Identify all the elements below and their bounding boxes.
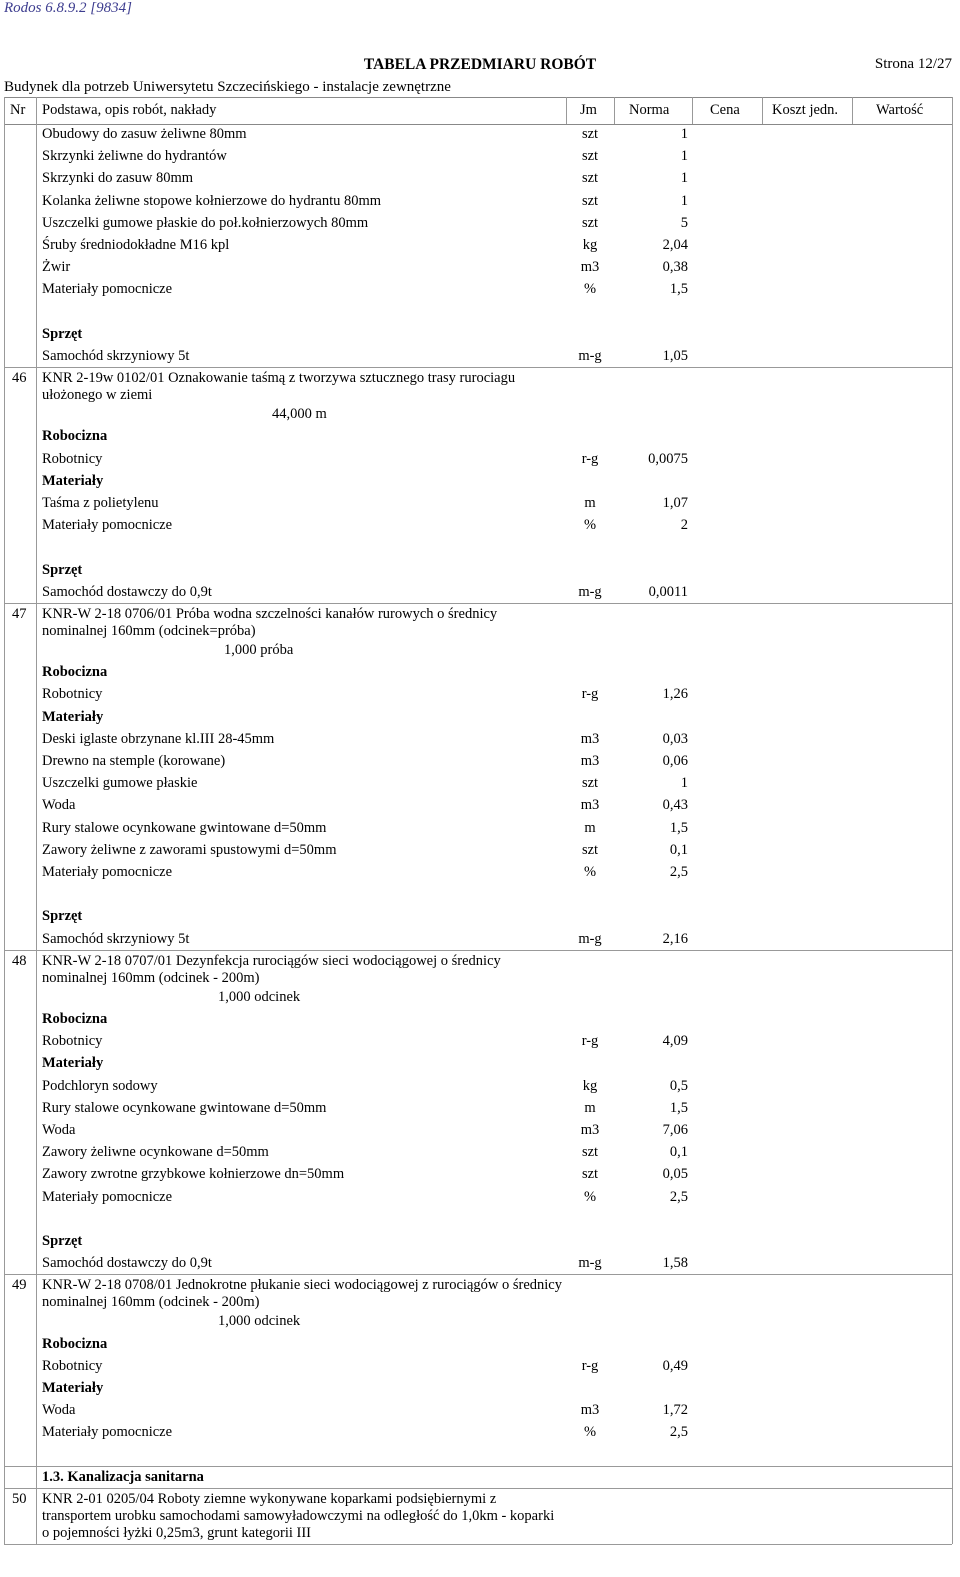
resource-unit: kg — [582, 237, 598, 253]
resource-unit: kg — [582, 1077, 598, 1094]
resource-unit: m-g — [578, 930, 602, 947]
resource-norm: 2,5 — [669, 1188, 688, 1205]
resource-section-heading — [0, 1333, 960, 1355]
resource-name: Zawory zwrotne grzybkowe kołnierzowe dn=50mm — [42, 1166, 345, 1183]
resource-section-heading — [0, 425, 960, 447]
col-price-header: Cena — [710, 102, 740, 118]
resource-unit: % — [583, 517, 597, 534]
chapter-title: 1.3. Kanalizacja sanitarna — [42, 1468, 204, 1485]
resource-norm: 1,05 — [662, 348, 688, 364]
resource-unit: szt — [581, 1166, 599, 1183]
section-title: Sprzęt — [42, 325, 83, 342]
resource-section-heading — [0, 559, 960, 581]
quantity-row — [0, 639, 960, 661]
resource-unit: szt — [581, 126, 599, 142]
resource-row — [0, 278, 960, 300]
resource-norm: 0,03 — [662, 730, 688, 747]
resource-norm: 2,5 — [669, 864, 688, 880]
resource-row — [0, 772, 960, 794]
resource-name: Materiały pomocnicze — [42, 281, 173, 298]
table-header — [4, 97, 952, 125]
grid-line — [692, 97, 693, 124]
resource-name: Uszczelki gumowe płaskie do poł.kołnierzowych 80mm — [42, 214, 369, 231]
grid-line — [762, 97, 763, 124]
resource-unit: szt — [581, 1144, 599, 1161]
position-number: 48 — [12, 952, 27, 969]
resource-name: Woda — [42, 1402, 76, 1419]
resource-name: Kolanka żeliwne stopowe kołnierzowe do hydrantu 80mm — [42, 192, 382, 209]
position-description: KNR-W 2-18 0707/01 Dezynfekcja rurociągów sieci wodociągowej o średnicy nominalnej 160mm (odcinek - 200m) — [42, 952, 501, 986]
spacer-row — [0, 1208, 960, 1230]
resource-row — [0, 581, 960, 603]
resource-norm: 7,06 — [662, 1122, 688, 1138]
resource-name: Woda — [42, 797, 76, 814]
position-number: 49 — [12, 1277, 27, 1294]
resource-name: Robotnicy — [42, 686, 103, 703]
grid-line — [614, 97, 615, 124]
resource-unit: m-g — [578, 1255, 602, 1272]
quantity-row — [0, 403, 960, 425]
resource-norm: 1 — [680, 148, 688, 165]
resource-section-heading — [0, 1377, 960, 1399]
resource-row — [0, 256, 960, 278]
resource-name: Rury stalowe ocynkowane gwintowane d=50mm — [42, 819, 327, 836]
section-title: Sprzęt — [42, 908, 83, 925]
resource-norm: 1 — [680, 192, 688, 209]
resource-name: Materiały pomocnicze — [42, 864, 173, 880]
spacer-row — [0, 1444, 960, 1466]
resource-name: Samochód skrzyniowy 5t — [42, 930, 190, 947]
resource-name: Samochód dostawczy do 0,9t — [42, 1255, 212, 1272]
resource-unit: m3 — [580, 259, 600, 276]
spacer-row — [0, 883, 960, 905]
resource-row — [0, 928, 960, 950]
resource-name: Uszczelki gumowe płaskie — [42, 775, 198, 792]
resource-row — [0, 145, 960, 167]
resource-unit: r-g — [581, 686, 599, 703]
resource-norm: 0,49 — [662, 1357, 688, 1374]
resource-row — [0, 728, 960, 750]
resource-row — [0, 345, 960, 367]
resource-unit: m-g — [578, 583, 602, 600]
resource-section-heading — [0, 905, 960, 927]
resource-unit: szt — [581, 214, 599, 231]
col-norm-header: Norma — [629, 102, 670, 118]
resource-norm: 0,0075 — [648, 450, 688, 467]
resource-unit: szt — [581, 841, 599, 858]
resource-row — [0, 1141, 960, 1163]
resource-norm: 1,5 — [669, 281, 688, 298]
resource-name: Robotnicy — [42, 1033, 103, 1050]
resource-name: Deski iglaste obrzynane kl.III 28-45mm — [42, 730, 275, 747]
resource-row — [0, 234, 960, 256]
resource-unit: m3 — [580, 753, 600, 769]
resource-norm: 0,5 — [669, 1077, 688, 1094]
resource-norm: 1 — [680, 126, 688, 142]
position-number: 50 — [12, 1491, 27, 1507]
position-row — [0, 1488, 960, 1544]
resource-name: Robotnicy — [42, 1357, 103, 1374]
section-title: Materiały — [42, 1380, 104, 1396]
resource-unit: r-g — [581, 450, 599, 467]
resource-name: Zawory żeliwne z zaworami spustowymi d=50mm — [42, 841, 337, 858]
resource-unit: szt — [581, 148, 599, 165]
resource-unit: m — [584, 819, 596, 836]
grid-line — [566, 97, 567, 124]
resource-norm: 0,1 — [669, 1144, 688, 1161]
resource-norm: 0,1 — [669, 841, 688, 858]
resource-section-heading — [0, 1052, 960, 1074]
position-description: KNR-W 2-18 0706/01 Próba wodna szczelności kanałów rurowych o średnicy nominalnej 160mm (odcinek=próba) — [42, 606, 498, 639]
resource-row — [0, 1399, 960, 1421]
resource-unit: m3 — [580, 797, 600, 814]
resource-unit: m — [584, 1099, 596, 1116]
resource-name: Samochód skrzyniowy 5t — [42, 348, 190, 364]
resource-unit: r-g — [581, 1033, 599, 1050]
resource-name: Rury stalowe ocynkowane gwintowane d=50mm — [42, 1099, 327, 1116]
resource-unit: % — [583, 1424, 597, 1441]
resource-row — [0, 212, 960, 234]
resource-row — [0, 817, 960, 839]
resource-norm: 2,16 — [662, 930, 688, 947]
resource-row — [0, 861, 960, 883]
resource-norm: 0,0011 — [648, 583, 688, 600]
resource-row — [0, 190, 960, 212]
col-basis-header: Podstawa, opis robót, nakłady — [42, 102, 217, 118]
position-row — [0, 950, 960, 986]
position-row — [0, 1274, 960, 1310]
resource-norm: 1,58 — [662, 1255, 688, 1272]
position-row — [0, 367, 960, 403]
resource-name: Skrzynki żeliwne do hydrantów — [42, 148, 227, 165]
quantity-row — [0, 986, 960, 1008]
resource-section-heading — [0, 1230, 960, 1252]
resource-section-heading — [0, 706, 960, 728]
quantity-value: 44,000 m — [272, 406, 327, 423]
app-title: Rodos 6.8.9.2 [9834] — [4, 0, 132, 16]
resource-section-heading — [0, 323, 960, 345]
resource-norm: 1,5 — [669, 819, 688, 836]
section-title: Sprzęt — [42, 1233, 83, 1249]
resource-section-heading — [0, 470, 960, 492]
resource-name: Samochód dostawczy do 0,9t — [42, 583, 212, 600]
resource-name: Śruby średniodokładne M16 kpl — [42, 237, 230, 253]
resource-row — [0, 1030, 960, 1052]
quantity-value: 1,000 próba — [224, 642, 294, 658]
resource-section-heading — [0, 1008, 960, 1030]
resource-row — [0, 683, 960, 705]
resource-norm: 2,5 — [669, 1424, 688, 1441]
resource-unit: m — [584, 495, 596, 511]
col-nr-header: Nr — [10, 102, 26, 118]
section-title: Robocizna — [42, 428, 108, 445]
section-title: Robocizna — [42, 664, 108, 681]
resource-norm: 0,38 — [662, 259, 688, 276]
resource-name: Zawory żeliwne ocynkowane d=50mm — [42, 1144, 269, 1161]
resource-row — [0, 514, 960, 536]
resource-norm: 1 — [680, 775, 688, 792]
resource-norm: 1,07 — [662, 495, 688, 511]
resource-unit: szt — [581, 192, 599, 209]
quantity-value: 1,000 odcinek — [218, 988, 301, 1005]
col-unit-header: Jm — [580, 102, 597, 118]
resource-row — [0, 1421, 960, 1443]
project-subtitle: Budynek dla potrzeb Uniwersytetu Szczecińskiego - instalacje zewnętrzne — [4, 79, 451, 95]
resource-row — [0, 167, 960, 189]
resource-name: Skrzynki do zasuw 80mm — [42, 170, 194, 187]
section-title: Sprzęt — [42, 561, 83, 578]
chapter-heading — [0, 1466, 960, 1488]
resource-name: Obudowy do zasuw żeliwne 80mm — [42, 126, 247, 142]
resource-norm: 4,09 — [662, 1033, 688, 1050]
section-title: Robocizna — [42, 1011, 108, 1027]
position-description: KNR-W 2-18 0708/01 Jednokrotne płukanie sieci wodociągowej z rurociągów o średnicy nominalnej 160mm (odcinek - 200m) — [42, 1277, 562, 1311]
resource-unit: szt — [581, 775, 599, 792]
resource-row — [0, 1252, 960, 1274]
resource-row — [0, 750, 960, 772]
resource-row — [0, 1355, 960, 1377]
section-title: Materiały — [42, 708, 104, 725]
page-number: Strona 12/27 — [874, 56, 952, 72]
position-number: 46 — [12, 370, 27, 387]
resource-unit: m3 — [580, 1402, 600, 1419]
position-number: 47 — [12, 606, 27, 622]
resource-unit: m3 — [580, 730, 600, 747]
section-title: Materiały — [42, 1055, 104, 1072]
document-title: TABELA PRZEDMIARU ROBÓT — [363, 56, 597, 73]
spacer-row — [0, 301, 960, 323]
resource-row — [0, 1186, 960, 1208]
position-description: KNR 2-19w 0102/01 Oznakowanie taśmą z tworzywa sztucznego trasy rurociagu ułożonego w ziemi — [42, 370, 516, 404]
resource-norm: 2,04 — [662, 237, 688, 253]
resource-name: Żwir — [42, 259, 71, 276]
resource-name: Podchloryn sodowy — [42, 1077, 158, 1094]
resource-unit: szt — [581, 170, 599, 187]
quantity-value: 1,000 odcinek — [218, 1313, 301, 1330]
section-title: Materiały — [42, 472, 104, 489]
resource-norm: 2 — [680, 517, 688, 534]
resource-unit: m3 — [580, 1122, 600, 1138]
grid-line — [4, 1544, 952, 1545]
resource-norm: 1,72 — [662, 1402, 688, 1419]
resource-unit: % — [583, 1188, 597, 1205]
resource-row — [0, 794, 960, 816]
resource-row — [0, 1097, 960, 1119]
resource-unit: % — [583, 864, 597, 880]
resource-norm: 0,06 — [662, 753, 688, 769]
spacer-row — [0, 536, 960, 558]
resource-norm: 0,43 — [662, 797, 688, 814]
col-value-header: Wartość — [876, 102, 924, 118]
position-description: KNR 2-01 0205/04 Roboty ziemne wykonywane koparkami podsiębiernymi z transportem urobku samochodami samowyładowczymi na odległość do 1,0km - koparki o pojemności łyżki 0,25m3, grunt kategorii III — [42, 1491, 555, 1541]
resource-name: Materiały pomocnicze — [42, 1424, 173, 1441]
resource-norm: 1 — [680, 170, 688, 187]
grid-line — [852, 97, 853, 124]
resource-row — [0, 1119, 960, 1141]
resource-row — [0, 123, 960, 145]
resource-unit: m-g — [578, 348, 602, 364]
resource-unit: r-g — [581, 1357, 599, 1374]
resource-norm: 1,26 — [662, 686, 688, 703]
resource-row — [0, 492, 960, 514]
resource-name: Drewno na stemple (korowane) — [42, 753, 226, 769]
resource-unit: % — [583, 281, 597, 298]
resource-name: Materiały pomocnicze — [42, 517, 173, 534]
resource-norm: 5 — [680, 214, 688, 231]
section-title: Robocizna — [42, 1335, 108, 1352]
resource-norm: 0,05 — [662, 1166, 688, 1183]
resource-name: Materiały pomocnicze — [42, 1188, 173, 1205]
col-unit-cost-header: Koszt jedn. — [772, 102, 839, 118]
resource-norm: 1,5 — [669, 1099, 688, 1116]
resource-section-heading — [0, 661, 960, 683]
quantity-row — [0, 1310, 960, 1332]
resource-name: Taśma z polietylenu — [42, 495, 159, 511]
resource-name: Woda — [42, 1122, 76, 1138]
resource-row — [0, 1075, 960, 1097]
resource-row — [0, 448, 960, 470]
position-row — [0, 603, 960, 639]
resource-row — [0, 1163, 960, 1185]
resource-name: Robotnicy — [42, 450, 103, 467]
resource-row — [0, 839, 960, 861]
